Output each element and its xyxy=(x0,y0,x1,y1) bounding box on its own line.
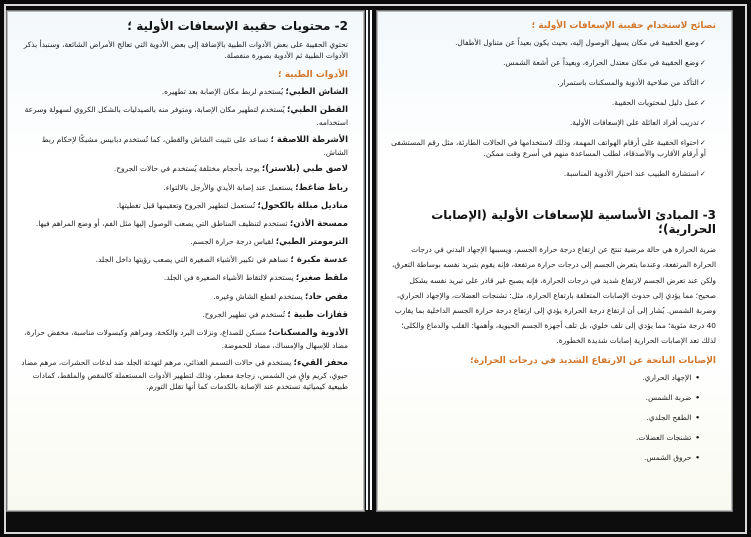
medical-tool-desc: تُستخدم في تطهير الجروح. xyxy=(202,309,285,319)
injuries-heading: الإصابات الناتجة عن الارتفاع الشديد في درجات الحرارة؛ xyxy=(470,356,716,367)
medical-tool-item xyxy=(21,327,348,352)
medical-tool-item xyxy=(21,291,348,304)
medical-tool-item xyxy=(21,104,348,129)
tip-item: ✓ استشارة الطبيب عند اختيار الأدوية المناسبة. xyxy=(391,168,706,179)
medical-tool-term: الأشرطة اللاصقة ؛ xyxy=(270,134,348,145)
medical-tool-term: ممسحة الأذن؛ xyxy=(289,218,348,229)
tip-item: ✓ احتواء الحقيبة على أرقام الهواتف المهمة، وذلك لاستخدامها في الحالات الطارئة، مثل رقم المستشفى أو أرقام الأقارب والأصدقاء، لطلب المساعدة منهم في أسرع وقت ممكن. xyxy=(391,137,706,160)
tip-item: ✓ التأكد من صلاحية الأدوية والمسكنات باستمرار. xyxy=(391,77,706,88)
tip-item: ✓ وضع الحقيبة في مكان معتدل الحرارة، وبعيداً عن أشعة الشمس. xyxy=(391,57,706,68)
section2-title: 2- محتويات حقيبة الإسعافات الأولية ؛ xyxy=(127,19,348,33)
medical-tool-item xyxy=(21,309,348,322)
medical-tool-term: الترمومتر الطبي؛ xyxy=(275,237,348,248)
medical-tool-term: رباط ضاغط؛ xyxy=(295,182,348,193)
medical-tool-desc: تُستعمل لتطهير الجروح وتعقيمها قبل تغطيتها. xyxy=(116,200,256,210)
medical-tool-term: مناديل مبللة بالكحول؛ xyxy=(257,200,348,211)
medical-tool-desc: مسكن للصداع، ونزلات البرد والكحة، ومراهم وكبسولات مناسبة، مخفض حرارة، مضاد للإسهال والإمساك، مضاد للحموضة. xyxy=(24,327,348,351)
page-left-content xyxy=(21,19,348,398)
medical-tool-item xyxy=(21,272,348,285)
medical-tool-desc: يستعمل عند إصابة الأيدي والأرجل بالالتواء. xyxy=(163,182,293,192)
section2-intro: تحتوي الحقيبة على بعض الأدوات الطبية بالإضافة إلى بعض الأدوية التي تعالج الأمراض الشائعة، وسنبدأ بذكر الأدوات الطبية ثم الأدوية بصورة منفصلة. xyxy=(23,40,348,61)
medical-tool-desc: يُستخدم لتطهير مكان الإصابة، ومتوفر منه بالصيدليات بالشكل الكروي لسهولة وسرعة استخدامه. xyxy=(24,105,348,128)
medical-tool-item xyxy=(21,182,348,195)
medical-tool-term: الشاش الطبي؛ xyxy=(285,86,348,97)
injury-item: • الإجهاد الحراري. xyxy=(391,372,700,383)
medical-tool-term: القطن الطبي؛ xyxy=(287,105,348,116)
injury-item: • ضربة الشمس. xyxy=(391,392,700,403)
medical-tool-item xyxy=(21,357,348,393)
medical-tool-desc: لقياس درجة حرارة الجسم. xyxy=(190,237,274,247)
injury-item: • حروق الشمس. xyxy=(391,452,700,463)
medical-tool-term: قفازات طبية ؛ xyxy=(287,309,348,320)
page-right-content xyxy=(391,19,716,472)
medical-tool-desc: يستخدم في حالات التسمم الغذائي، مرهم لتهدئة الجلد ضد لدغات الحشرات، مرهم مضاد حيوي، كريم واقٍ من الشمس، زجاجة معطر، وذلك لتطهير الأدوات المستعملة كالمقص والملقط، كمادات طبيعية كيميائية تستخدم عند الإصابة بالكدمات كما أنها تقلل التورم. xyxy=(21,357,348,392)
medical-tool-desc: تستخدم لتنظيف المناطق التي يصعب الوصول إليها مثل الفم، أو وضع المراهم فيها. xyxy=(35,218,288,228)
section3-body: ضربة الحرارة هي حالة مرضية تنتج عن ارتفاع درجة حرارة الجسم، ويسببها الإجهاد البدني في درجات الحرارة المرتفعة، وعندما يتعرض الجسم إلى درجات حرارة مرتفعة، فإنه يقوم بتبريد نفسه بوساطة التعرق، ولكن عند تعرض الجسم لارتفاع شديد في درجات الحرارة، فإنه يصبح غير قادر على تبريد نفسه بشكل صحيح؛ مما يؤدي إلى حدوث الإصابات المتعلقة بارتفاع الحرارة، مثل: تشنجات العضلات، والإجهاد الحراري، وضربة الشمس. يُشار إلى أن ارتفاع درجة الحرارة يؤدي إلى ارتفاع درجة حرارة الجسم الداخلية بما يقارب 40 درجة مئوية؛ مما يؤدي إلى تلف خلوي، بل تلف أجهزة الجسم الحيوية، وأهمها: القلب والدماغ والكلى؛ لذلك تعد الإصابات الحرارية إصابات شديدة الخطورة. xyxy=(392,245,716,346)
tip-item: ✓ عمل دليل لمحتويات الحقيبة. xyxy=(391,97,706,108)
injuries-list xyxy=(391,372,716,463)
medical-tool-term: محفز القيء؛ xyxy=(293,357,348,368)
medical-tool-term: مقص حاد؛ xyxy=(304,291,348,302)
medical-tool-item xyxy=(21,218,348,231)
medical-tools-list xyxy=(21,86,348,393)
medical-tool-term: ملقط صغير؛ xyxy=(295,273,348,284)
medical-tool-item xyxy=(21,163,348,176)
page-left xyxy=(6,10,365,512)
medical-tool-item xyxy=(21,86,348,99)
page-divider xyxy=(366,10,372,510)
injury-item: • الطفح الجلدي. xyxy=(391,412,700,423)
tips-list xyxy=(391,37,716,180)
medical-tool-item xyxy=(21,236,348,249)
page-right xyxy=(376,10,733,512)
medical-tools-heading: الأدوات الطبية ؛ xyxy=(277,69,348,80)
medical-tool-item xyxy=(21,134,348,159)
medical-tool-item xyxy=(21,254,348,267)
injury-item: • تشنجات العضلات. xyxy=(391,432,700,443)
medical-tool-desc: يوجد بأحجام مختلفة يُستخدم في حالات الجروح. xyxy=(113,164,260,174)
tips-heading: نصائح لاستخدام حقيبة الإسعافات الأولية ؛ xyxy=(531,21,716,31)
tip-item: ✓ تدريب أفراد العائلة على الإسعافات الأولية. xyxy=(391,117,706,128)
medical-tool-desc: تساهم في تكبير الأشياء الصغيرة التي يصعب رؤيتها داخل الجلد. xyxy=(95,255,289,265)
medical-tool-term: عدسة مكبرة ؛ xyxy=(290,255,348,266)
medical-tool-desc: يُستخدم لربط مكان الإصابة بعد تطهيره. xyxy=(161,86,284,96)
medical-tool-desc: تساعد على تثبيت الشاش والقطن، كما تُستخدم دبابيس مشبكًا لإحكام ربط الشاش. xyxy=(41,134,348,157)
medical-tool-term: الأدوية والمسكنات؛ xyxy=(268,327,348,338)
medical-tool-item xyxy=(21,200,348,213)
medical-tool-desc: يستخدم لالتقاط الأشياء الصغيرة في الجلد. xyxy=(163,273,294,283)
tip-item: ✓ وضع الحقيبة في مكان يسهل الوصول إليه، بحيث يكون بعيداً عن متناول الأطفال. xyxy=(391,37,706,48)
section3-title: 3- المبادئ الأساسية للإسعافات الأولية (الإصابات الحرارية)؛ xyxy=(431,208,716,237)
medical-tool-desc: يستخدم لقطع الشاش وغيره. xyxy=(213,291,303,301)
medical-tool-term: لاصق طبي (بلاستر)؛ xyxy=(261,164,348,175)
